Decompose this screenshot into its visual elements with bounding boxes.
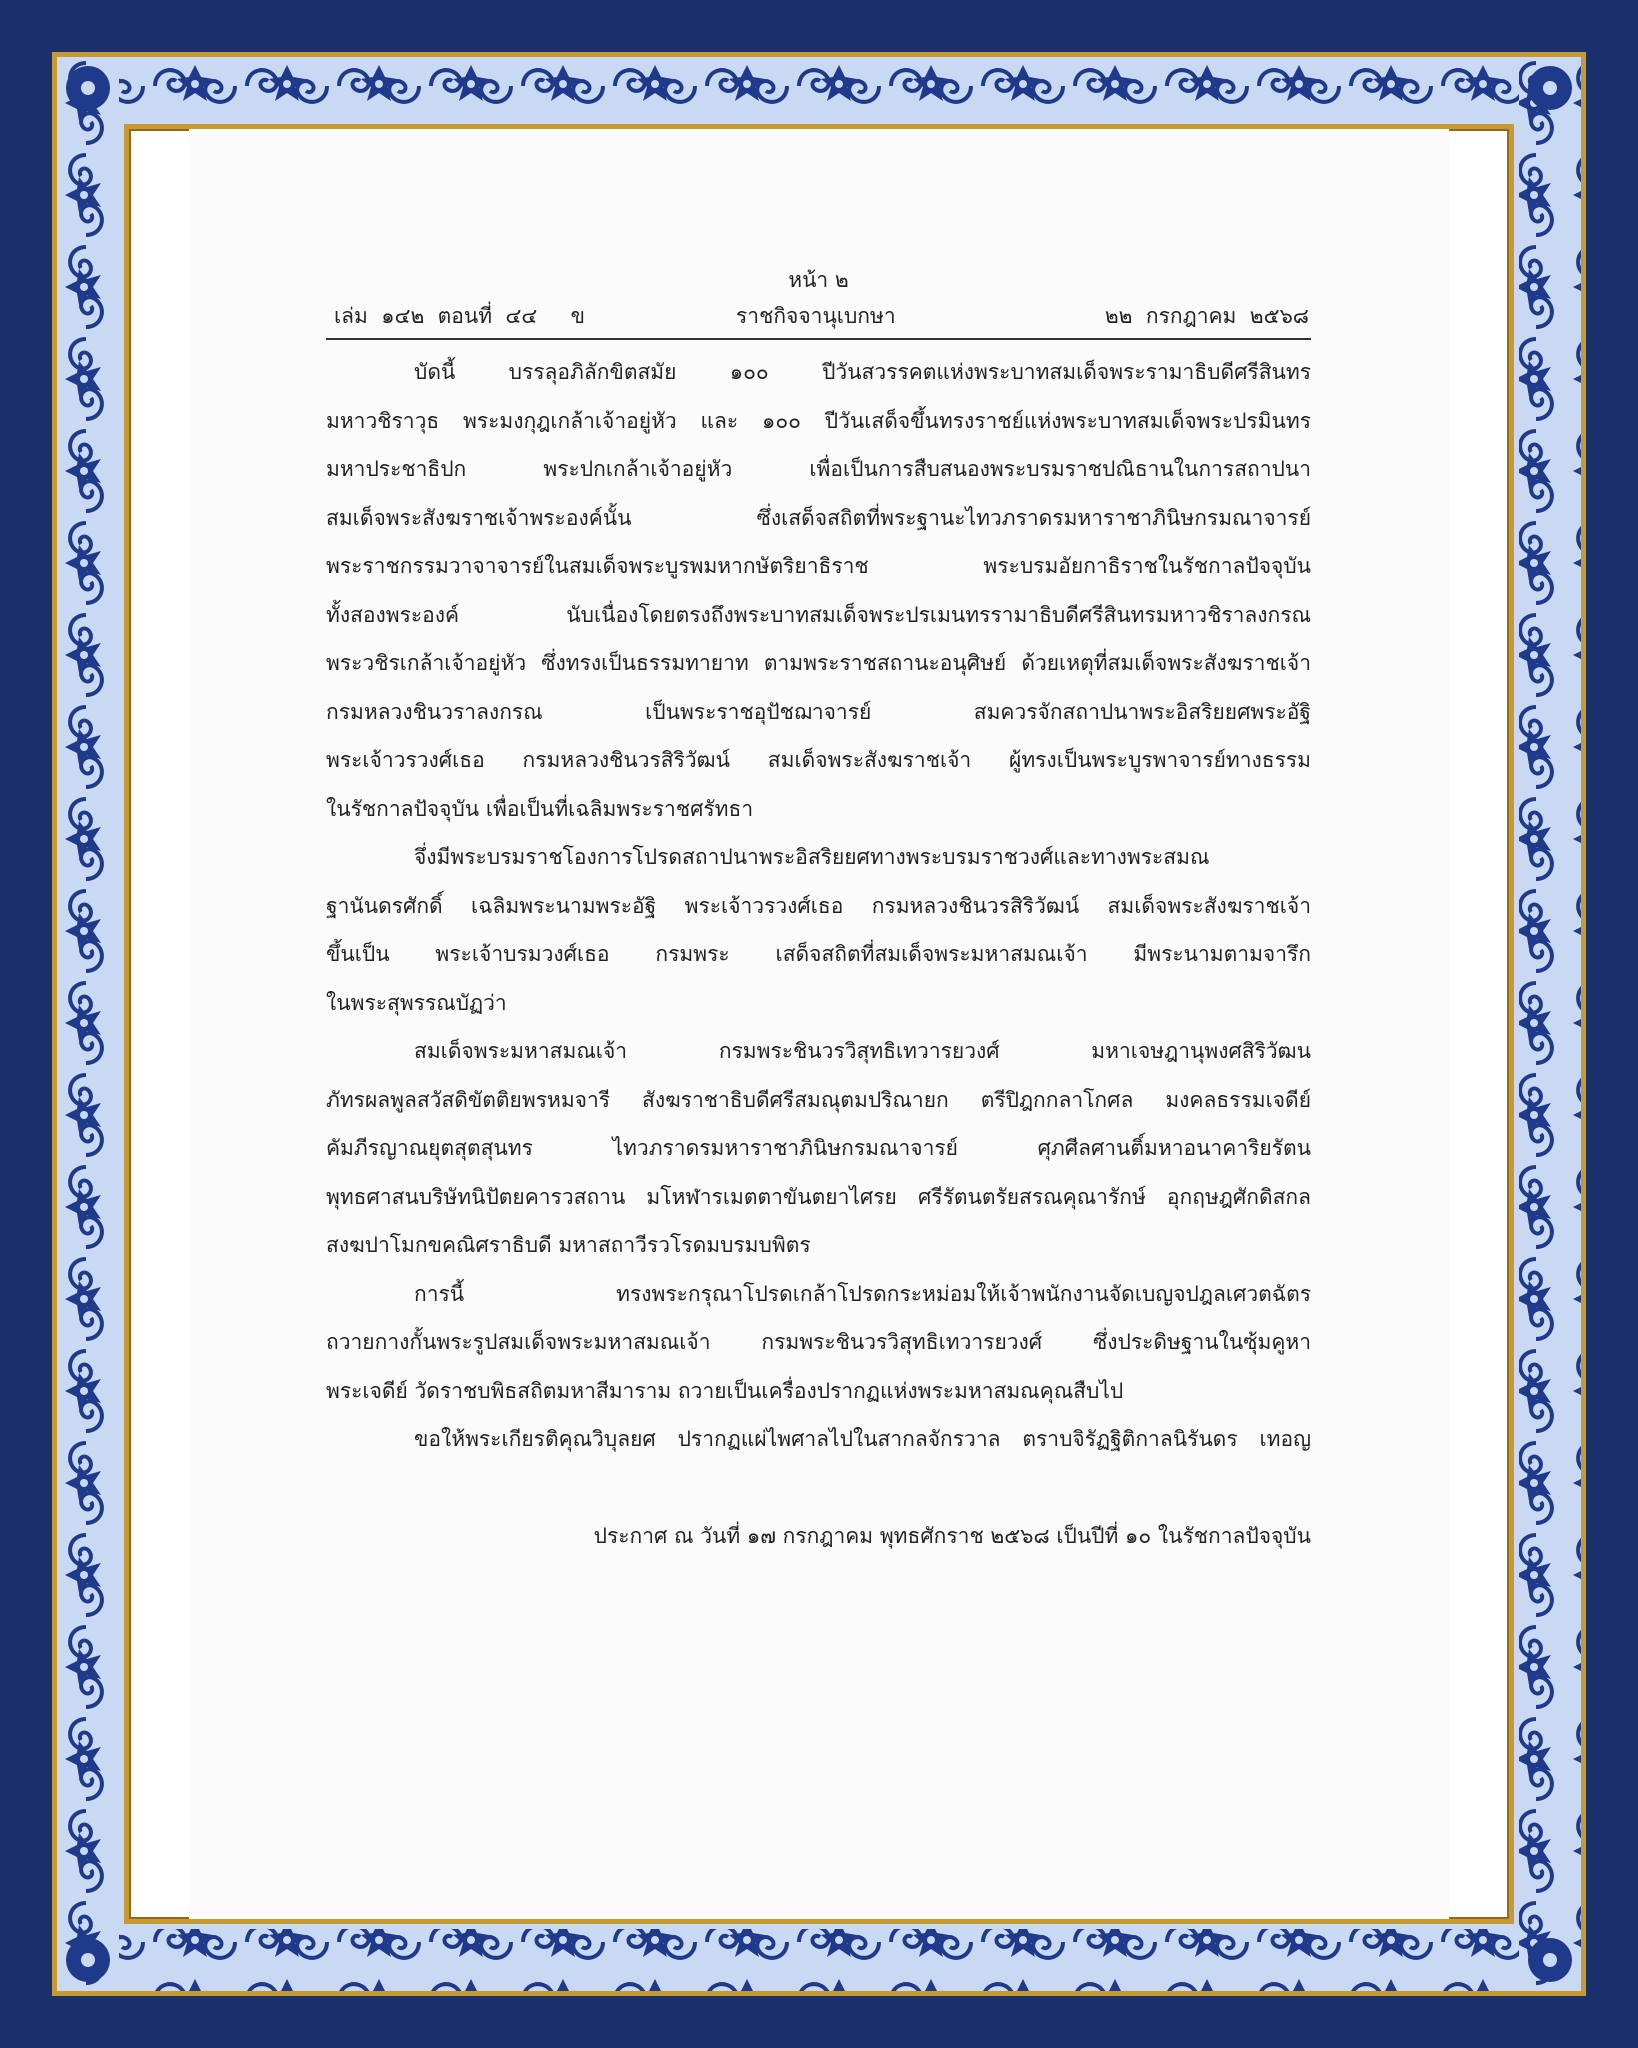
text-line: ในรัชกาลปัจจุบัน เพื่อเป็นที่เฉลิมพระราชศรัทธา <box>326 796 754 821</box>
paragraph-3-royal-title <box>326 1027 1311 1270</box>
text-line: สมเด็จพระมหาสมณเจ้า กรมพระชินวรวิสุทธิเทวารยวงศ์ มหาเจษฎานุพงศสิริวัฒน <box>414 1039 1311 1063</box>
text-line: ขอให้พระเกียรติคุณวิบุลยศ ปรากฏแผ่ไพศาลไปในสากลจักรวาล ตราบจิรัฏฐิติกาลนิรันดร เทอญ <box>414 1427 1311 1451</box>
text-line: พระราชกรรมวาจาจารย์ในสมเด็จพระบูรพมหากษัตริยาธิราช พระบรมอัยกาธิราชในรัชกาลปัจจุบัน <box>326 554 1311 578</box>
text-line: ฐานันดรศักดิ์ เฉลิมพระนามพระอัฐิ พระเจ้าวรวงศ์เธอ กรมหลวงชินวรสิริวัฒน์ สมเด็จพระสังฆราชเจ้า <box>326 893 1311 918</box>
text-line: พระเจ้าวรวงศ์เธอ กรมหลวงชินวรสิริวัฒน์ สมเด็จพระสังฆราชเจ้า ผู้ทรงเป็นพระบูรพาจารย์ทางธรรม <box>326 748 1311 772</box>
text-line: พระเจดีย์ วัดราชบพิธสถิตมหาสีมาราม ถวายเป็นเครื่องปรากฏแห่งพระมหาสมณคุณสืบไป <box>326 1378 1124 1403</box>
text-line: พระวชิรเกล้าเจ้าอยู่หัว ซึ่งทรงเป็นธรรมทายาท ตามพระราชสถานะอนุศิษย์ ด้วยเหตุที่สมเด็จพระสังฆราชเจ้า <box>326 651 1311 675</box>
gazette-title: ราชกิจจานุเบกษา <box>736 304 896 328</box>
paragraph-2 <box>326 833 1311 1027</box>
paragraph-4 <box>326 1270 1311 1416</box>
text-line: สมเด็จพระสังฆราชเจ้าพระองค์นั้น ซึ่งเสด็จสถิตที่พระฐานะไทวภราดรมหาราชาภินิษกรมณาจารย์ <box>326 505 1311 530</box>
text-line: พุทธศาสนบริษัทนิปัตยคารวสถาน มโหฬารเมตตาขันตยาไศรย ศรีรัตนตรัยสรณคุณารักษ์ อุกฤษฎศักดิสกล <box>326 1184 1311 1209</box>
page-number: หน้า ๒ <box>788 268 849 292</box>
text-line: ถวายกางกั้นพระรูปสมเด็จพระมหาสมณเจ้า กรมพระชินวรวิสุทธิเทวารยวงศ์ ซึ่งประดิษฐานในซุ้มคูหา <box>326 1330 1311 1354</box>
text-line: จึ่งมีพระบรมราชโองการโปรดสถาปนาพระอิสริยยศทางพระบรมราชวงศ์และทางพระสมณ <box>414 845 1210 869</box>
gazette-header <box>326 298 1311 340</box>
text-line: สงฆปาโมกขคณิศราธิบดี มหาสถาวีรวโรดมบรมบพิตร <box>326 1233 811 1257</box>
gazette-content <box>326 262 1311 1560</box>
text-line: ในพระสุพรรณบัฏว่า <box>326 990 507 1015</box>
text-line: บัดนี้ บรรลุอภิลักขิตสมัย ๑๐๐ ปีวันสวรรคตแห่งพระบาทสมเด็จพระรามาธิบดีศรีสินทร <box>414 360 1311 384</box>
text-line: คัมภีรญาณยุตสุตสุนทร ไทวภราดรมหาราชาภินิษกรมณาจารย์ ศุภศีลศานติ์มหาอนาคาริยรัตน <box>326 1136 1311 1160</box>
text-line: มหาวชิราวุธ พระมงกุฎเกล้าเจ้าอยู่หัว และ ๑๐๐ ปีวันเสด็จขึ้นทรงราชย์แห่งพระบาทสมเด็จพระปรมินทร <box>326 408 1311 433</box>
text-line: ทั้งสองพระองค์ นับเนื่องโดยตรงถึงพระบาทสมเด็จพระปรเมนทรรามาธิบดีศรีสินทรมหาวชิราลงกรณ <box>326 602 1311 627</box>
paragraph-1 <box>326 348 1311 833</box>
text-line: ขึ้นเป็น พระเจ้าบรมวงศ์เธอ กรมพระ เสด็จสถิตที่สมเด็จพระมหาสมณเจ้า มีพระนามตามจารึก <box>326 942 1311 966</box>
text-line: ภัทรผลพูลสวัสดิขัตติยพรหมจารี สังฆราชาธิบดีศรีสมณุตมปริณายก ตรีปิฎกกลาโกศล มงคลธรรมเจดีย์ <box>326 1087 1311 1112</box>
text-line: มหาประชาธิปก พระปกเกล้าเจ้าอยู่หัว เพื่อเป็นการสืบสนองพระบรมราชปณิธานในการสถาปนา <box>326 457 1311 481</box>
text-line: กรมหลวงชินวราลงกรณ เป็นพระราชอุปัชฌาจารย์ สมควรจักสถาปนาพระอิสริยยศพระอัฐิ <box>326 699 1311 724</box>
paragraph-5-blessing <box>326 1415 1311 1464</box>
publication-date: ๒๒ กรกฎาคม ๒๕๖๘ <box>1104 304 1309 328</box>
volume-section: เล่ม ๑๔๒ ตอนที่ ๔๔ ข <box>334 304 585 328</box>
proclamation-date: ประกาศ ณ วันที่ ๑๗ กรกฎาคม พุทธศักราช ๒๕๖๘ เป็นปีที่ ๑๐ ในรัชกาลปัจจุบัน <box>593 1523 1311 1548</box>
text-line: การนี้ ทรงพระกรุณาโปรดเกล้าโปรดกระหม่อมให้เจ้าพนักงานจัดเบญจปฎลเศวตฉัตร <box>414 1281 1311 1306</box>
